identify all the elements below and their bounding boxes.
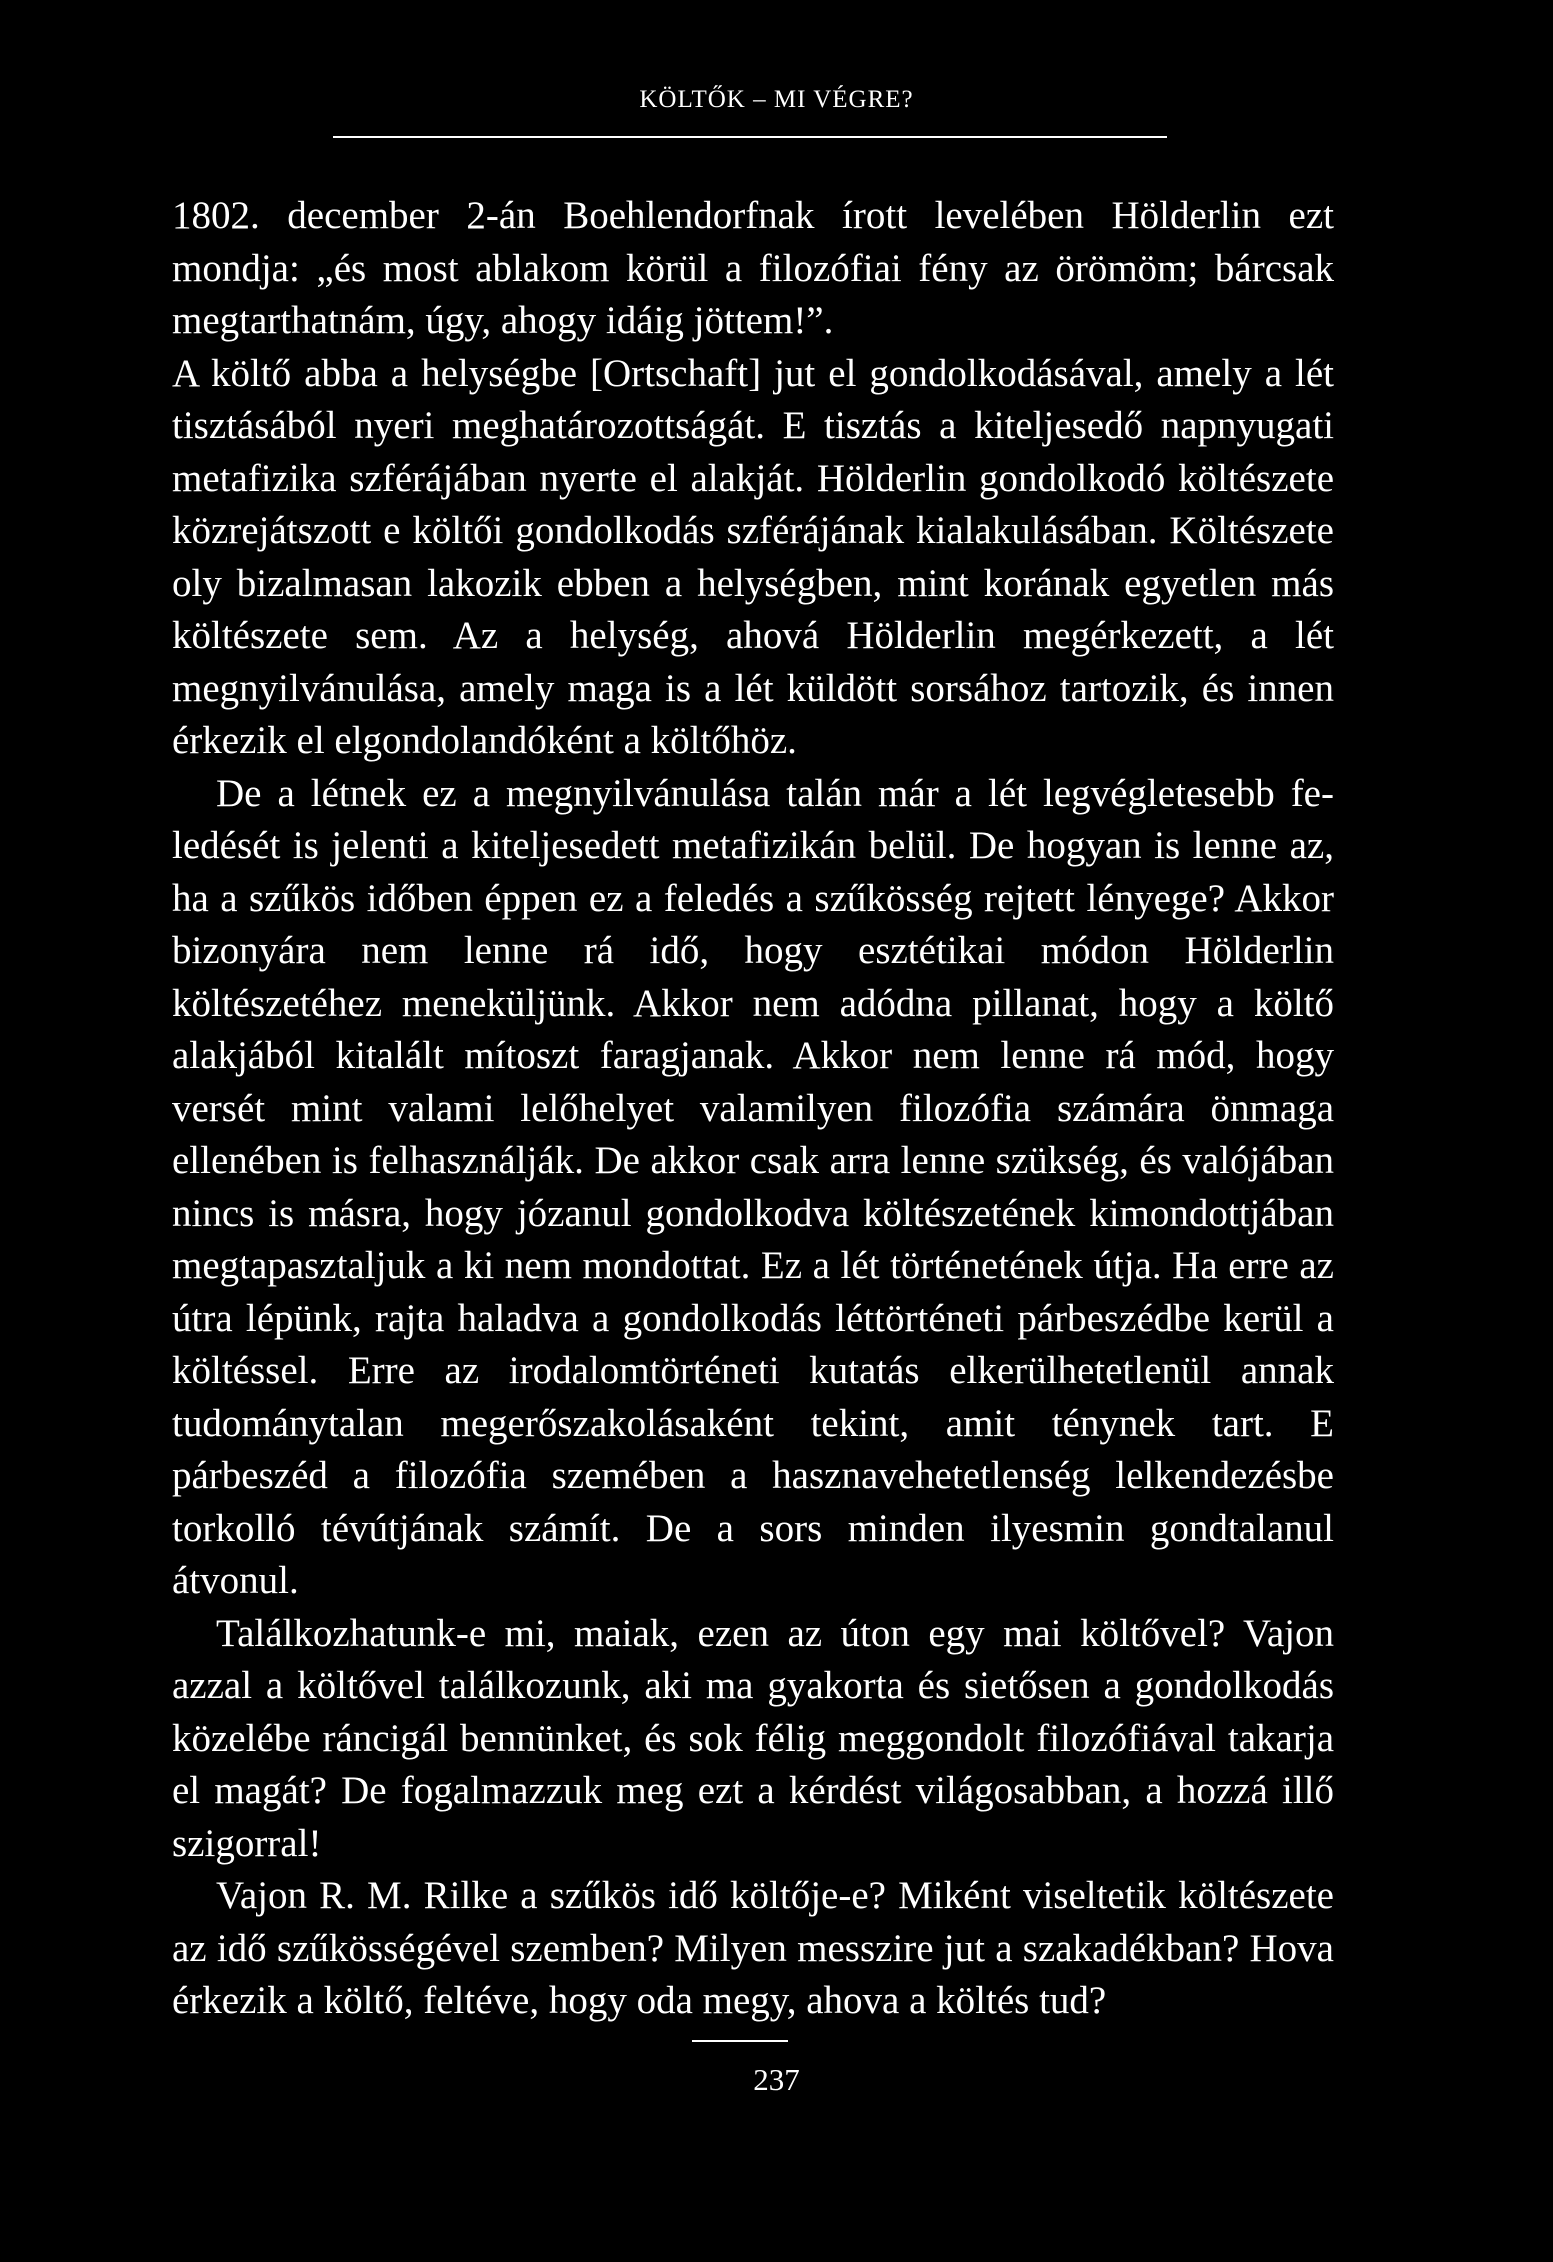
paragraph-1: 1802. december 2-án Boehlendorfnak írott levelében Hölderlin ezt mondja: „és most ablakom körül a filozófiai fény az örömöm; bárcsak megtarthatnám, úgy, ahogy idáig jöttem!”. bbox=[172, 194, 1334, 342]
paragraph-5: Vajon R. M. Rilke a szűkös idő költője-e? Miként viseltetik költészete az idő szűkösségével szemben? Milyen messzire jut a szakadékban? Hova érkezik a költő, feltéve, hogy oda megy, ahova a költés tud? bbox=[172, 1874, 1334, 2022]
paragraph-2: A költő abba a helységbe [Ortschaft] jut el gondolkodásával, amely a lét tisztásából nyeri meghatározottságát. E tisztás a kiteljesedő napnyugati metafizika szférájában nyerte el alakját. Hölderlin gondolkodó költészete közrejátszott e költői gondolkodás szférájának kialakulásában. Költészete oly bizalmasan lakozik ebben a helységben, mint korának egyetlen más költészete sem. Az a helység, ahová Hölderlin megérkezett, a lét megnyilvánulása, amely maga is a lét küldött sorsához tartozik, és innen érkezik el elgondolandóként a költőhöz. bbox=[172, 351, 1334, 762]
header-divider bbox=[333, 136, 1167, 138]
footer-divider bbox=[692, 2040, 788, 2042]
paragraph-4: Találkozhatunk-e mi, maiak, ezen az úton egy mai költővel? Vajon azzal a költővel találkozunk, aki ma gyakorta és sietősen a gondolkodás közelébe ráncigál bennünket, és sok félig meggondolt filozófiával takarja el magát? De fogalmazzuk meg ezt a kérdést világosabban, a hozzá illő szigorral! bbox=[172, 1611, 1334, 1865]
running-header: KÖLTŐK – MI VÉGRE? bbox=[639, 86, 914, 113]
page-number: 237 bbox=[753, 2062, 800, 2097]
body-text bbox=[172, 190, 1334, 2028]
paragraph-3: De a létnek ez a megnyilvánulása talán már a lét legvégletesebb feledését is jelenti a kiteljesedett metafizikán belül. De hogyan is lenne az, ha a szűkös időben éppen ez a feledés a szűkösség rejtett lényege? Akkor bizonyára nem lenne rá idő, hogy esztétikai módon Hölderlin költészetéhez meneküljünk. Akkor nem adódna pillanat, hogy a költő alakjából kitalált mítoszt faragjanak. Akkor nem lenne rá mód, hogy versét mint valami lelőhelyet valamilyen filozófia számára önmaga ellenében is felhasználják. De akkor csak arra lenne szükség, és valójában nincs is másra, hogy józanul gondolkodva költészetének kimondottjában megtapasztaljuk a ki nem mondottat. Ez a lét történetének útja. Ha erre az útra lépünk, rajta haladva a gondolkodás léttörténeti párbeszédbe kerül a költéssel. Erre az irodalomtörténeti kutatás elkerülhetetlenül annak tudománytalan megerőszakolásaként tekint, amit ténynek tart. E párbeszéd a filozófia szemében a hasznavehetetlenség lelkendezésbe torkolló tévútjának számít. De a sors minden ilyesmin gondtalanul átvonul. bbox=[172, 771, 1334, 1602]
